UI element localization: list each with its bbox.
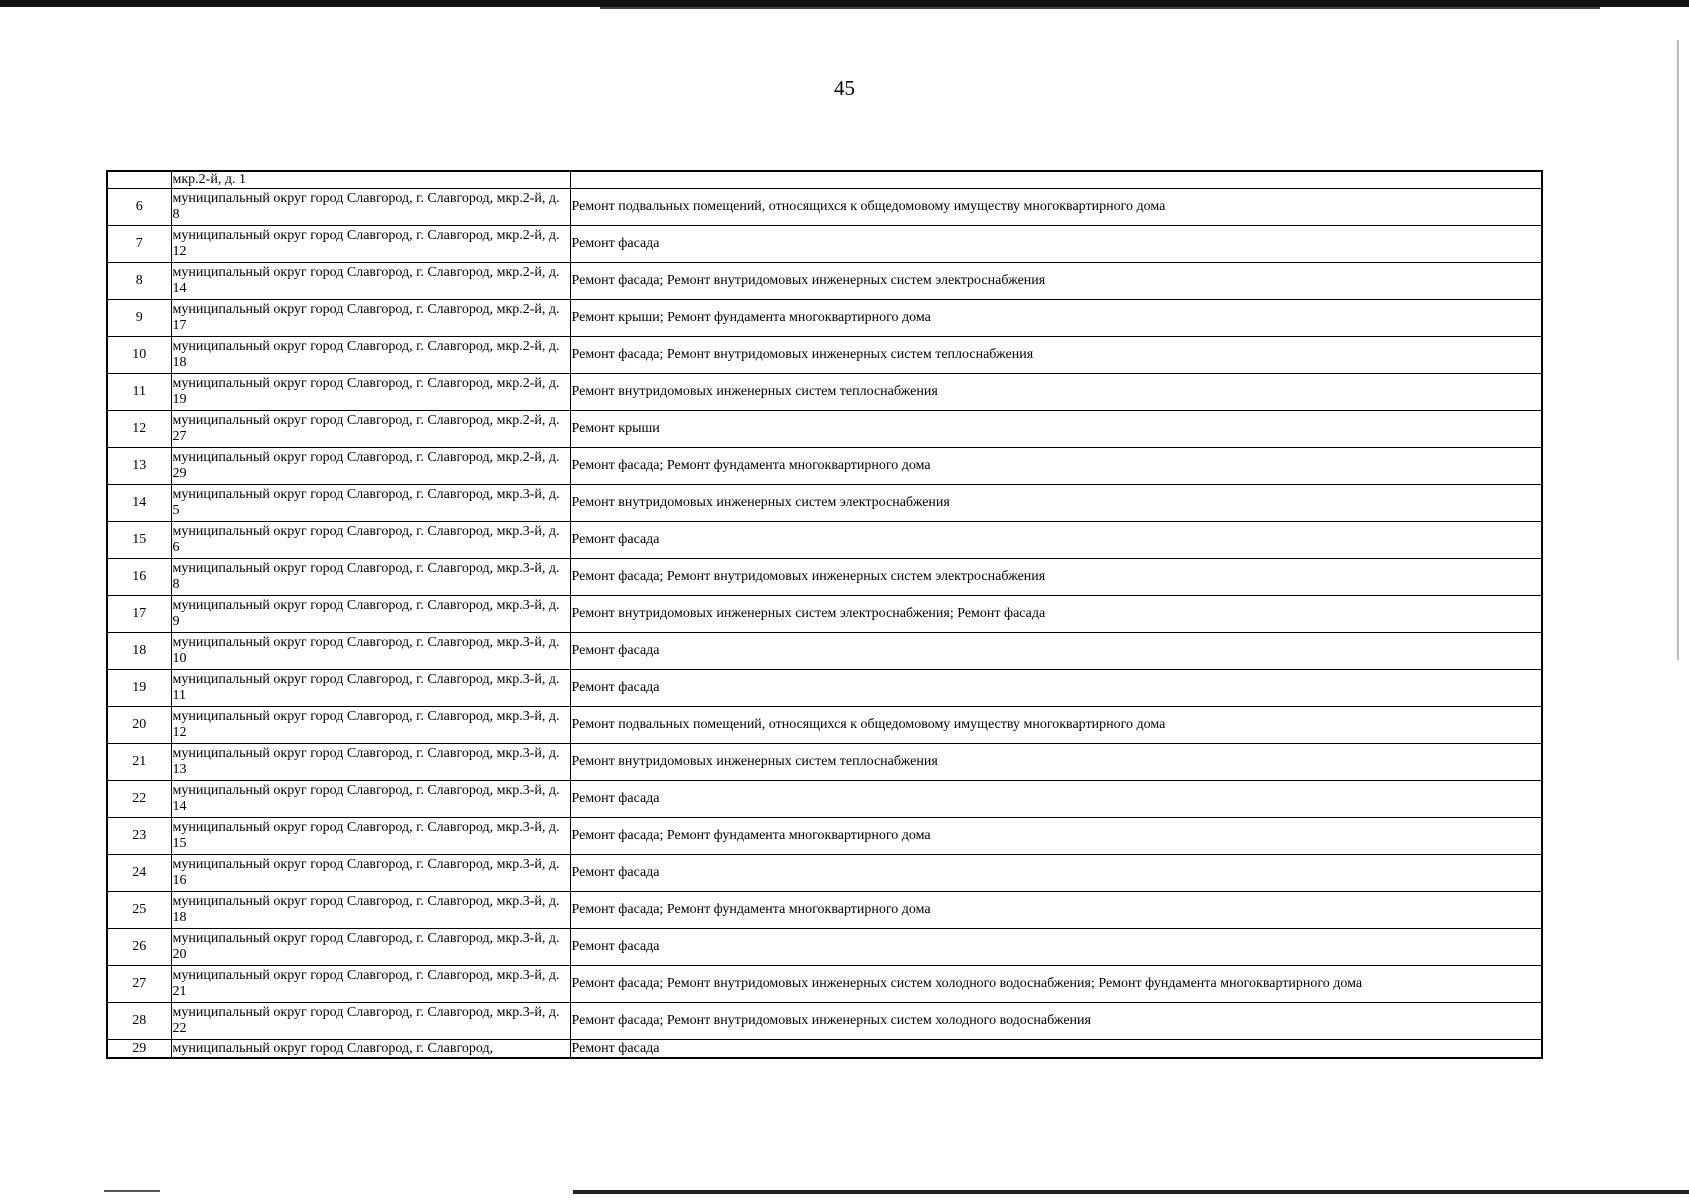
row-address: муниципальный округ город Славгород, г. Славгород, мкр.3-й, д. 12 (171, 707, 570, 744)
page-number: 45 (834, 76, 855, 100)
table-row (107, 892, 1542, 929)
row-address: муниципальный округ город Славгород, г. Славгород, мкр.3-й, д. 22 (171, 1003, 570, 1040)
table-row (107, 1040, 1542, 1059)
row-address: муниципальный округ город Славгород, г. Славгород, мкр.2-й, д. 14 (171, 263, 570, 300)
scan-edge-top (0, 0, 1689, 7)
row-number: 23 (107, 818, 171, 855)
row-works: Ремонт фасада; Ремонт внутридомовых инженерных систем теплоснабжения (570, 337, 1542, 374)
row-address: муниципальный округ город Славгород, г. Славгород, мкр.3-й, д. 21 (171, 966, 570, 1003)
row-address: муниципальный округ город Славгород, г. Славгород, мкр.3-й, д. 14 (171, 781, 570, 818)
table-row (107, 818, 1542, 855)
row-number: 25 (107, 892, 171, 929)
row-works: Ремонт фасада; Ремонт внутридомовых инженерных систем холодного водоснабжения; Ремонт фундамента многоквартирного дома (570, 966, 1542, 1003)
row-works: Ремонт фасада (570, 522, 1542, 559)
table-row (107, 485, 1542, 522)
table-row (107, 744, 1542, 781)
table-row (107, 374, 1542, 411)
table-row (107, 226, 1542, 263)
row-address: муниципальный округ город Славгород, г. Славгород, мкр.2-й, д. 12 (171, 226, 570, 263)
row-number: 24 (107, 855, 171, 892)
row-address: муниципальный округ город Славгород, г. Славгород, мкр.3-й, д. 6 (171, 522, 570, 559)
table-row (107, 670, 1542, 707)
row-address: муниципальный округ город Славгород, г. Славгород, мкр.3-й, д. 13 (171, 744, 570, 781)
row-number: 14 (107, 485, 171, 522)
row-works: Ремонт фасада (570, 1040, 1542, 1059)
table-row (107, 189, 1542, 226)
table-row (107, 781, 1542, 818)
row-works: Ремонт внутридомовых инженерных систем электроснабжения; Ремонт фасада (570, 596, 1542, 633)
row-address: муниципальный округ город Славгород, г. Славгород, (171, 1040, 570, 1059)
row-number: 8 (107, 263, 171, 300)
table-row (107, 929, 1542, 966)
row-number: 11 (107, 374, 171, 411)
row-works: Ремонт подвальных помещений, относящихся к общедомовому имуществу многоквартирного дома (570, 707, 1542, 744)
row-number: 17 (107, 596, 171, 633)
repair-table (106, 170, 1543, 1059)
table-row (107, 855, 1542, 892)
table-row (107, 1003, 1542, 1040)
row-works: Ремонт фасада; Ремонт фундамента многоквартирного дома (570, 892, 1542, 929)
row-number: 12 (107, 411, 171, 448)
table-row (107, 633, 1542, 670)
row-works: Ремонт фасада (570, 929, 1542, 966)
row-address: муниципальный округ город Славгород, г. Славгород, мкр.2-й, д. 27 (171, 411, 570, 448)
row-works: Ремонт фасада (570, 670, 1542, 707)
row-works: Ремонт фасада (570, 633, 1542, 670)
row-address: муниципальный округ город Славгород, г. Славгород, мкр.3-й, д. 20 (171, 929, 570, 966)
row-number: 7 (107, 226, 171, 263)
row-number: 16 (107, 559, 171, 596)
row-number: 13 (107, 448, 171, 485)
row-works: Ремонт фасада (570, 781, 1542, 818)
row-number (107, 171, 171, 189)
scan-edge-right (1677, 40, 1679, 660)
row-works: Ремонт внутридомовых инженерных систем электроснабжения (570, 485, 1542, 522)
row-number: 29 (107, 1040, 171, 1059)
row-number: 26 (107, 929, 171, 966)
row-works: Ремонт внутридомовых инженерных систем теплоснабжения (570, 374, 1542, 411)
row-works: Ремонт внутридомовых инженерных систем теплоснабжения (570, 744, 1542, 781)
row-works: Ремонт подвальных помещений, относящихся к общедомовому имуществу многоквартирного дома (570, 189, 1542, 226)
table-row (107, 559, 1542, 596)
row-works: Ремонт фасада; Ремонт внутридомовых инженерных систем холодного водоснабжения (570, 1003, 1542, 1040)
row-number: 28 (107, 1003, 171, 1040)
table-row (107, 596, 1542, 633)
table-row (107, 171, 1542, 189)
row-address: мкр.2-й, д. 1 (171, 171, 570, 189)
row-address: муниципальный округ город Славгород, г. Славгород, мкр.2-й, д. 8 (171, 189, 570, 226)
row-works: Ремонт фасада; Ремонт фундамента многоквартирного дома (570, 818, 1542, 855)
row-works (570, 171, 1542, 189)
row-address: муниципальный округ город Славгород, г. Славгород, мкр.2-й, д. 17 (171, 300, 570, 337)
row-number: 18 (107, 633, 171, 670)
row-number: 21 (107, 744, 171, 781)
row-works: Ремонт фасада (570, 226, 1542, 263)
table-row (107, 448, 1542, 485)
table-row (107, 966, 1542, 1003)
row-works: Ремонт крыши (570, 411, 1542, 448)
table-row (107, 522, 1542, 559)
row-address: муниципальный округ город Славгород, г. Славгород, мкр.3-й, д. 5 (171, 485, 570, 522)
row-works: Ремонт фасада; Ремонт внутридомовых инженерных систем электроснабжения (570, 559, 1542, 596)
row-address: муниципальный округ город Славгород, г. Славгород, мкр.3-й, д. 9 (171, 596, 570, 633)
row-address: муниципальный округ город Славгород, г. Славгород, мкр.3-й, д. 16 (171, 855, 570, 892)
footer-rule-left (104, 1190, 160, 1192)
row-address: муниципальный округ город Славгород, г. Славгород, мкр.3-й, д. 10 (171, 633, 570, 670)
row-works: Ремонт фасада (570, 855, 1542, 892)
row-number: 9 (107, 300, 171, 337)
row-number: 10 (107, 337, 171, 374)
row-works: Ремонт фасада; Ремонт фундамента многоквартирного дома (570, 448, 1542, 485)
row-address: муниципальный округ город Славгород, г. Славгород, мкр.3-й, д. 18 (171, 892, 570, 929)
row-address: муниципальный округ город Славгород, г. Славгород, мкр.3-й, д. 11 (171, 670, 570, 707)
table-row (107, 300, 1542, 337)
table-row (107, 707, 1542, 744)
row-number: 22 (107, 781, 171, 818)
table-row (107, 411, 1542, 448)
row-works: Ремонт крыши; Ремонт фундамента многоквартирного дома (570, 300, 1542, 337)
scan-edge-shadow (600, 7, 1600, 9)
row-number: 6 (107, 189, 171, 226)
row-works: Ремонт фасада; Ремонт внутридомовых инженерных систем электроснабжения (570, 263, 1542, 300)
row-number: 20 (107, 707, 171, 744)
row-address: муниципальный округ город Славгород, г. Славгород, мкр.3-й, д. 15 (171, 818, 570, 855)
table-row (107, 263, 1542, 300)
row-number: 15 (107, 522, 171, 559)
row-address: муниципальный округ город Славгород, г. Славгород, мкр.2-й, д. 18 (171, 337, 570, 374)
row-address: муниципальный округ город Славгород, г. Славгород, мкр.3-й, д. 8 (171, 559, 570, 596)
row-number: 19 (107, 670, 171, 707)
footer-rule-right (573, 1190, 1689, 1194)
table-row (107, 337, 1542, 374)
table-body (107, 171, 1542, 1058)
row-address: муниципальный округ город Славгород, г. Славгород, мкр.2-й, д. 19 (171, 374, 570, 411)
row-address: муниципальный округ город Славгород, г. Славгород, мкр.2-й, д. 29 (171, 448, 570, 485)
row-number: 27 (107, 966, 171, 1003)
